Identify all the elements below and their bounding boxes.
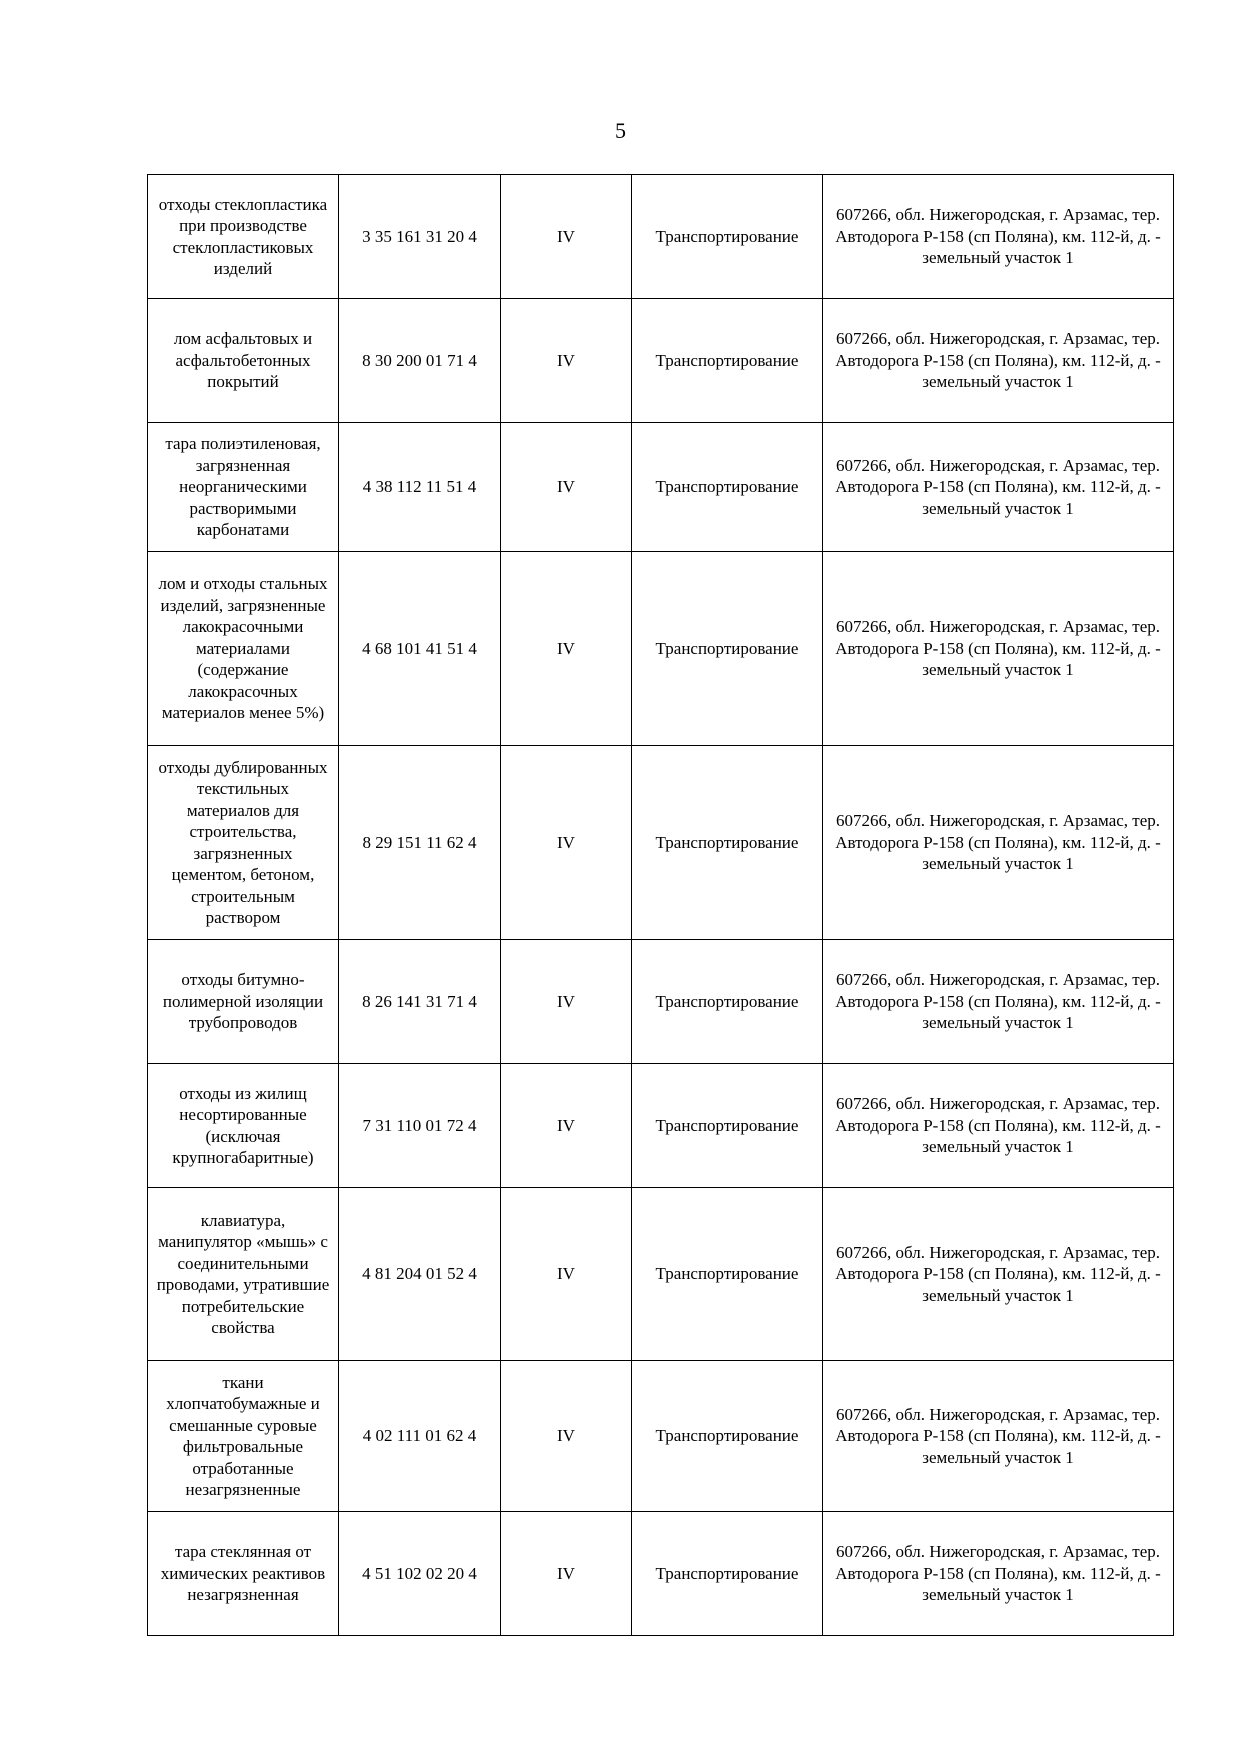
waste-code-cell: 7 31 110 01 72 4 bbox=[339, 1064, 501, 1188]
table-row bbox=[148, 746, 1174, 940]
table-row bbox=[148, 175, 1174, 299]
address-cell: 607266, обл. Нижегородская, г. Арзамас, тер. Автодорога Р-158 (сп Поляна), км. 112-й, д. - земельный участок 1 bbox=[823, 299, 1174, 423]
address-cell: 607266, обл. Нижегородская, г. Арзамас, тер. Автодорога Р-158 (сп Поляна), км. 112-й, д. - земельный участок 1 bbox=[823, 940, 1174, 1064]
hazard-class-cell: IV bbox=[501, 1361, 632, 1512]
waste-code-cell: 4 81 204 01 52 4 bbox=[339, 1188, 501, 1361]
waste-code-cell: 8 26 141 31 71 4 bbox=[339, 940, 501, 1064]
table-row bbox=[148, 423, 1174, 552]
activity-cell: Транспортирование bbox=[632, 1361, 823, 1512]
waste-name-cell: лом и отходы стальных изделий, загрязненные лакокрасочными материалами (содержание лакокрасочных материалов менее 5%) bbox=[148, 552, 339, 746]
waste-name-cell: клавиатура, манипулятор «мышь» с соединительными проводами, утратившие потребительские свойства bbox=[148, 1188, 339, 1361]
table-row bbox=[148, 940, 1174, 1064]
hazard-class-cell: IV bbox=[501, 1512, 632, 1636]
hazard-class-cell: IV bbox=[501, 1188, 632, 1361]
waste-code-cell: 4 51 102 02 20 4 bbox=[339, 1512, 501, 1636]
address-cell: 607266, обл. Нижегородская, г. Арзамас, тер. Автодорога Р-158 (сп Поляна), км. 112-й, д. - земельный участок 1 bbox=[823, 175, 1174, 299]
hazard-class-cell: IV bbox=[501, 423, 632, 552]
address-cell: 607266, обл. Нижегородская, г. Арзамас, тер. Автодорога Р-158 (сп Поляна), км. 112-й, д. - земельный участок 1 bbox=[823, 1512, 1174, 1636]
waste-name-cell: тара полиэтиленовая, загрязненная неорганическими растворимыми карбонатами bbox=[148, 423, 339, 552]
waste-name-cell: лом асфальтовых и асфальтобетонных покрытий bbox=[148, 299, 339, 423]
hazard-class-cell: IV bbox=[501, 1064, 632, 1188]
table-row bbox=[148, 552, 1174, 746]
activity-cell: Транспортирование bbox=[632, 746, 823, 940]
hazard-class-cell: IV bbox=[501, 552, 632, 746]
activity-cell: Транспортирование bbox=[632, 1512, 823, 1636]
waste-code-cell: 4 68 101 41 51 4 bbox=[339, 552, 501, 746]
table-row bbox=[148, 1361, 1174, 1512]
activity-cell: Транспортирование bbox=[632, 1188, 823, 1361]
waste-name-cell: ткани хлопчатобумажные и смешанные суровые фильтровальные отработанные незагрязненные bbox=[148, 1361, 339, 1512]
hazard-class-cell: IV bbox=[501, 299, 632, 423]
waste-table bbox=[147, 174, 1174, 1636]
address-cell: 607266, обл. Нижегородская, г. Арзамас, тер. Автодорога Р-158 (сп Поляна), км. 112-й, д. - земельный участок 1 bbox=[823, 423, 1174, 552]
table-row bbox=[148, 1512, 1174, 1636]
hazard-class-cell: IV bbox=[501, 175, 632, 299]
activity-cell: Транспортирование bbox=[632, 423, 823, 552]
waste-name-cell: отходы битумно-полимерной изоляции трубопроводов bbox=[148, 940, 339, 1064]
table-row bbox=[148, 299, 1174, 423]
address-cell: 607266, обл. Нижегородская, г. Арзамас, тер. Автодорога Р-158 (сп Поляна), км. 112-й, д. - земельный участок 1 bbox=[823, 746, 1174, 940]
hazard-class-cell: IV bbox=[501, 746, 632, 940]
waste-code-cell: 4 38 112 11 51 4 bbox=[339, 423, 501, 552]
waste-name-cell: отходы из жилищ несортированные (исключая крупногабаритные) bbox=[148, 1064, 339, 1188]
waste-name-cell: отходы стеклопластика при производстве стеклопластиковых изделий bbox=[148, 175, 339, 299]
activity-cell: Транспортирование bbox=[632, 175, 823, 299]
address-cell: 607266, обл. Нижегородская, г. Арзамас, тер. Автодорога Р-158 (сп Поляна), км. 112-й, д. - земельный участок 1 bbox=[823, 1188, 1174, 1361]
table-row bbox=[148, 1064, 1174, 1188]
waste-code-cell: 8 30 200 01 71 4 bbox=[339, 299, 501, 423]
address-cell: 607266, обл. Нижегородская, г. Арзамас, тер. Автодорога Р-158 (сп Поляна), км. 112-й, д. - земельный участок 1 bbox=[823, 1064, 1174, 1188]
waste-code-cell: 8 29 151 11 62 4 bbox=[339, 746, 501, 940]
waste-code-cell: 4 02 111 01 62 4 bbox=[339, 1361, 501, 1512]
hazard-class-cell: IV bbox=[501, 940, 632, 1064]
page-number: 5 bbox=[615, 118, 626, 143]
table-row bbox=[148, 1188, 1174, 1361]
address-cell: 607266, обл. Нижегородская, г. Арзамас, тер. Автодорога Р-158 (сп Поляна), км. 112-й, д. - земельный участок 1 bbox=[823, 552, 1174, 746]
activity-cell: Транспортирование bbox=[632, 299, 823, 423]
address-cell: 607266, обл. Нижегородская, г. Арзамас, тер. Автодорога Р-158 (сп Поляна), км. 112-й, д. - земельный участок 1 bbox=[823, 1361, 1174, 1512]
waste-code-cell: 3 35 161 31 20 4 bbox=[339, 175, 501, 299]
waste-name-cell: тара стеклянная от химических реактивов незагрязненная bbox=[148, 1512, 339, 1636]
activity-cell: Транспортирование bbox=[632, 552, 823, 746]
activity-cell: Транспортирование bbox=[632, 940, 823, 1064]
waste-name-cell: отходы дублированных текстильных материалов для строительства, загрязненных цементом, бетоном, строительным раствором bbox=[148, 746, 339, 940]
activity-cell: Транспортирование bbox=[632, 1064, 823, 1188]
